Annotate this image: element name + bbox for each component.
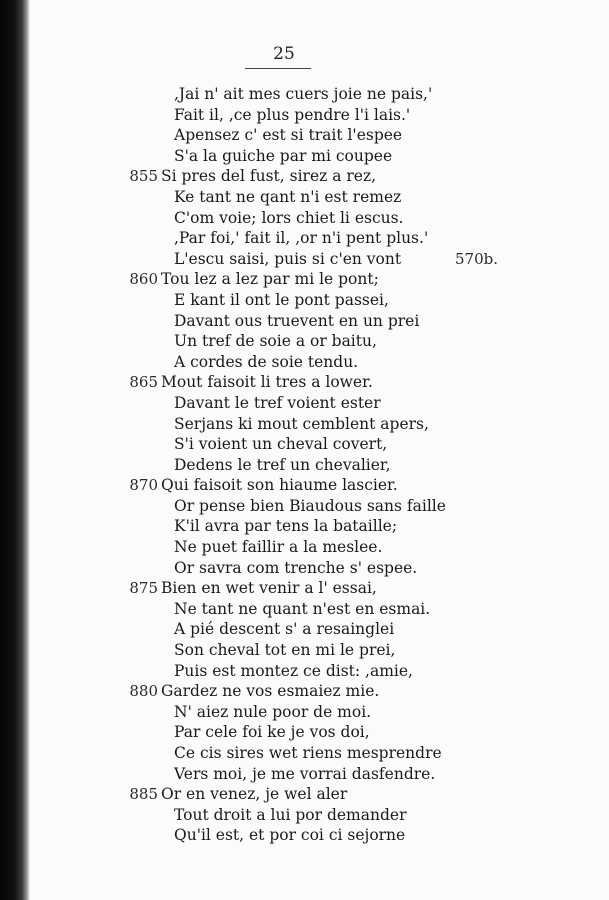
- page-number-rule: [245, 68, 311, 69]
- verse-text: C'om voie; lors chiet li escus.: [174, 208, 404, 227]
- verse-text: N' aiez nule poor de moi.: [174, 702, 372, 721]
- verse-line: [0, 228, 609, 249]
- verse-text: Bien en wet venir a l' essai,: [161, 579, 377, 598]
- line-number: 875: [129, 579, 158, 598]
- verse-text: E kant il ont le pont passei,: [174, 290, 389, 309]
- verse-text: A cordes de soie tendu.: [174, 352, 359, 371]
- verse-line: [0, 681, 609, 702]
- verse-text: Or savra com trenche s' espee.: [174, 558, 418, 577]
- line-number: 855: [129, 167, 158, 186]
- verse-line: [0, 208, 609, 229]
- verse-text: Qu'il est, et por coi ci sejorne: [174, 826, 406, 845]
- verse-text: Davant le tref voient ester: [174, 393, 381, 412]
- line-number: 865: [129, 373, 158, 392]
- verse-line: [0, 331, 609, 352]
- line-number: 860: [129, 270, 158, 289]
- line-number: 880: [129, 682, 158, 701]
- verse-line: [0, 722, 609, 743]
- verse-line: [0, 352, 609, 373]
- verse-line: [0, 640, 609, 661]
- verse-text: Serjans ki mout cemblent apers,: [174, 414, 429, 433]
- verse-text: L'escu saisi, puis si c'en vont: [174, 249, 402, 268]
- verse-line: [0, 743, 609, 764]
- verse-line: [0, 764, 609, 785]
- verse-line: [0, 125, 609, 146]
- verse-text: Tou lez a lez par mi le pont;: [161, 270, 379, 289]
- line-number: 885: [129, 785, 158, 804]
- verse-text: Tout droit a lui por demander: [174, 805, 407, 824]
- verse-line: [0, 84, 609, 105]
- verse-line: [0, 166, 609, 187]
- verse-line: [0, 146, 609, 167]
- verse-line: [0, 558, 609, 579]
- verse-text: Or en venez, je wel aler: [161, 785, 348, 804]
- verse-line: [0, 455, 609, 476]
- verse-line: [0, 599, 609, 620]
- verse-text: Son cheval tot en mi le prei,: [174, 641, 396, 660]
- verse-line: [0, 805, 609, 826]
- verse-line: [0, 311, 609, 332]
- margin-folio-note: 570b.: [455, 249, 499, 268]
- verse-text: A pié descent s' a resainglei: [174, 620, 395, 639]
- verse-text: ,Par foi,' fait il, ,or n'i pent plus.': [174, 229, 429, 248]
- verse-line: [0, 475, 609, 496]
- verse-text: S'a la guiche par mi coupee: [174, 146, 393, 165]
- verse-line: [0, 784, 609, 805]
- verse-line: [0, 825, 609, 846]
- verse-text: Ne puet faillir a la meslee.: [174, 538, 383, 557]
- verse-line: [0, 105, 609, 126]
- verse-line: [0, 496, 609, 517]
- verse-line: [0, 372, 609, 393]
- verse-text: Apensez c' est si trait l'espee: [174, 126, 403, 145]
- verse-line: [0, 516, 609, 537]
- line-number: 870: [129, 476, 158, 495]
- verse-text: ,Jai n' ait mes cuers joie ne pais,': [174, 85, 433, 103]
- verse-text: Si pres del fust, sirez a rez,: [161, 167, 377, 186]
- verse-line: [0, 393, 609, 414]
- verse-text: K'il avra par tens la bataille;: [174, 517, 398, 536]
- verse-text: Mout faisoit li tres a lower.: [161, 373, 373, 392]
- verse-line: [0, 290, 609, 311]
- verse-text: Puis est montez ce dist: ,amie,: [174, 661, 413, 680]
- verse-line: [0, 537, 609, 558]
- verse-text: Davant ous truevent en un prei: [174, 311, 420, 330]
- verse-text: Or pense bien Biaudous sans faille: [174, 496, 446, 515]
- verse-text: Dedens le tref un chevalier,: [174, 455, 391, 474]
- verse-text: Ke tant ne qant n'i est remez: [174, 187, 402, 206]
- verse-text: Ne tant ne quant n'est en esmai.: [174, 599, 431, 618]
- verse-text: Ce cis sires wet riens mesprendre: [174, 744, 442, 762]
- verse-line: [0, 249, 609, 270]
- verse-line: [0, 414, 609, 435]
- verse-text: Par cele foi ke je vos doi,: [174, 723, 370, 742]
- verse-text: Qui faisoit son hiaume lascier.: [161, 476, 398, 495]
- verse-line: [0, 661, 609, 682]
- verse-line: [0, 619, 609, 640]
- verse-line: [0, 187, 609, 208]
- poem-verse-block: [0, 84, 609, 846]
- verse-line: [0, 702, 609, 723]
- verse-text: S'i voient un cheval covert,: [174, 435, 388, 454]
- verse-text: Vers moi, je me vorrai dasfendre.: [174, 764, 436, 783]
- verse-text: Un tref de soie a or baitu,: [174, 332, 377, 351]
- verse-text: Fait il, ,ce plus pendre l'i lais.': [174, 105, 411, 124]
- verse-text: Gardez ne vos esmaiez mie.: [161, 682, 380, 701]
- verse-line: [0, 269, 609, 290]
- verse-line: [0, 578, 609, 599]
- page-number: 25: [273, 44, 295, 64]
- verse-line: [0, 434, 609, 455]
